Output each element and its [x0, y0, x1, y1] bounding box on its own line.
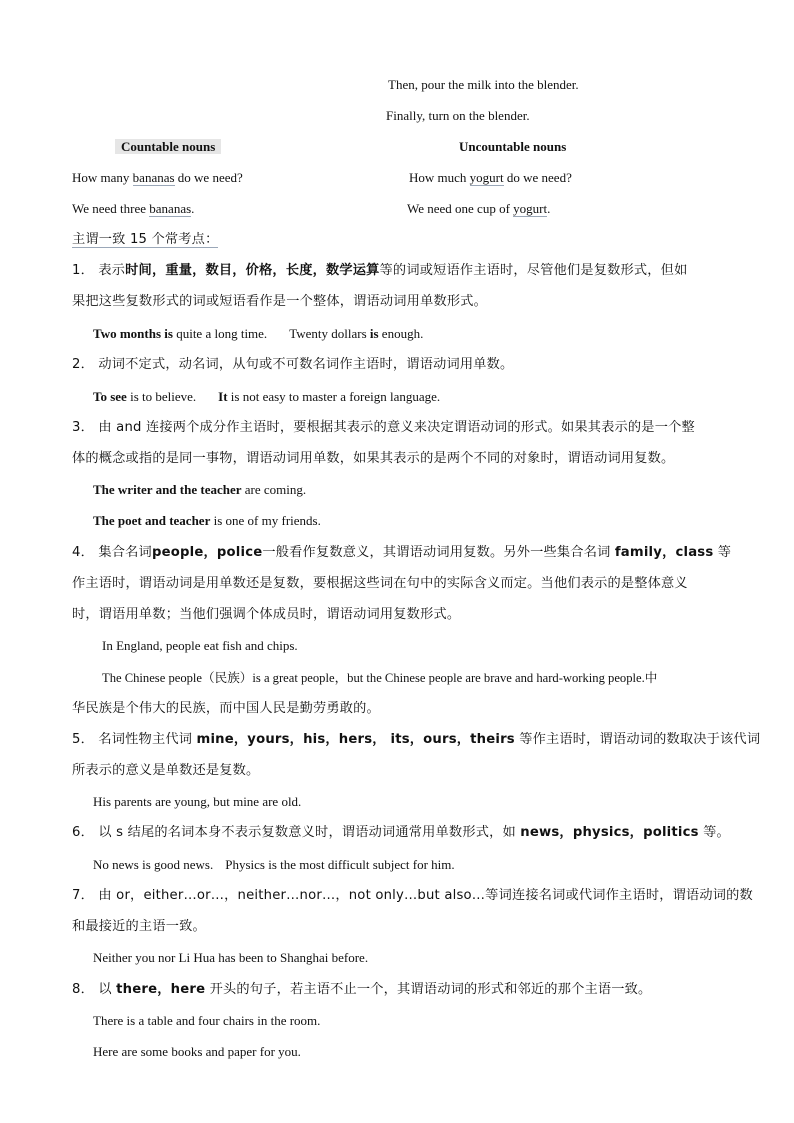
underlined-word: bananas — [132, 170, 175, 185]
countable-header: Countable nouns — [115, 138, 221, 156]
point-7: 7． 由 or，either…or…，neither…nor…，not only…but also…等词连接名词或代词作主语时，谓语动词的数 — [72, 888, 753, 903]
point-6: 6． 以 s 结尾的名词本身不表示复数意义时，谓语动词通常用单数形式，如 news，physics，politics 等。 — [72, 825, 730, 840]
point-3: 3． 由 and 连接两个成分作主语时，要根据其表示的意义来决定谓语动词的形式。如果其表示的是一个整 — [72, 420, 695, 435]
underlined-word: yogurt — [469, 170, 504, 185]
underlined-word: bananas — [149, 201, 192, 216]
uncountable-question: How much yogurt do we need? — [409, 170, 572, 185]
point-4: 4． 集合名词people，police一般看作复数意义，其谓语动词用复数。另外一些集合名词 family，class 等 — [72, 545, 732, 560]
point-7-cont: 和最接近的主语一致。 — [72, 919, 206, 934]
point-4-example-2-cont: 华民族是个伟大的民族，而中国人民是勤劳勇敢的。 — [72, 701, 380, 716]
point-4-example-2: The Chinese people（民族）is a great people，but the Chinese people are brave and hard-working people.中 — [102, 671, 658, 685]
point-8: 8． 以 there，here 开头的句子，若主语不止一个，其谓语动词的形式和邻近的那个主语一致。 — [72, 982, 652, 997]
uncountable-answer: We need one cup of yogurt. — [407, 201, 551, 216]
point-1-examples: Two months is quite a long time. Twenty dollars is enough. — [93, 326, 424, 341]
countable-answer: We need three bananas. — [72, 201, 195, 216]
point-4-example-1: In England, people eat fish and chips. — [102, 638, 298, 653]
step-finally: Finally, turn on the blender. — [386, 108, 530, 123]
underlined-word: yogurt — [513, 201, 548, 216]
countable-question: How many bananas do we need? — [72, 170, 243, 185]
point-3-example-2: The poet and teacher is one of my friends. — [93, 513, 321, 528]
point-6-examples: No news is good news. Physics is the most difficult subject for him. — [93, 857, 455, 872]
point-2-examples: To see is to believe. It is not easy to master a foreign language. — [93, 389, 441, 404]
step-then: Then, pour the milk into the blender. — [388, 77, 579, 92]
point-5-cont: 所表示的意义是单数还是复数。 — [72, 763, 260, 778]
uncountable-header: Uncountable nouns — [459, 139, 567, 154]
point-8-example-1: There is a table and four chairs in the room. — [93, 1013, 321, 1028]
point-3-cont: 体的概念或指的是同一事物，谓语动词用单数，如果其表示的是两个不同的对象时，谓语动词用复数。 — [72, 451, 675, 466]
point-5-example: His parents are young, but mine are old. — [93, 794, 302, 809]
point-4-cont: 作主语时，谓语动词是用单数还是复数，要根据这些词在句中的实际含义而定。当他们表示的是整体意义 — [72, 576, 688, 591]
point-1: 1． 表示时间，重量，数目，价格，长度，数学运算等的词或短语作主语时，尽管他们是复数形式，但如 — [72, 263, 688, 278]
point-2: 2． 动词不定式，动名词，从句或不可数名词作主语时，谓语动词用单数。 — [72, 357, 514, 372]
point-3-example-1: The writer and the teacher are coming. — [93, 482, 307, 497]
section-heading: 主谓一致 15 个常考点： — [72, 232, 219, 247]
point-1-cont: 果把这些复数形式的词或短语看作是一个整体，谓语动词用单数形式。 — [72, 294, 488, 309]
point-5: 5． 名词性物主代词 mine，yours，his，hers， its，ours，theirs 等作主语时，谓语动词的数取决于该代词 — [72, 732, 761, 747]
point-7-example: Neither you nor Li Hua has been to Shanghai before. — [93, 950, 369, 965]
point-8-example-2: Here are some books and paper for you. — [93, 1044, 301, 1059]
point-4-cont-2: 时，谓语用单数；当他们强调个体成员时，谓语动词用复数形式。 — [72, 607, 461, 622]
